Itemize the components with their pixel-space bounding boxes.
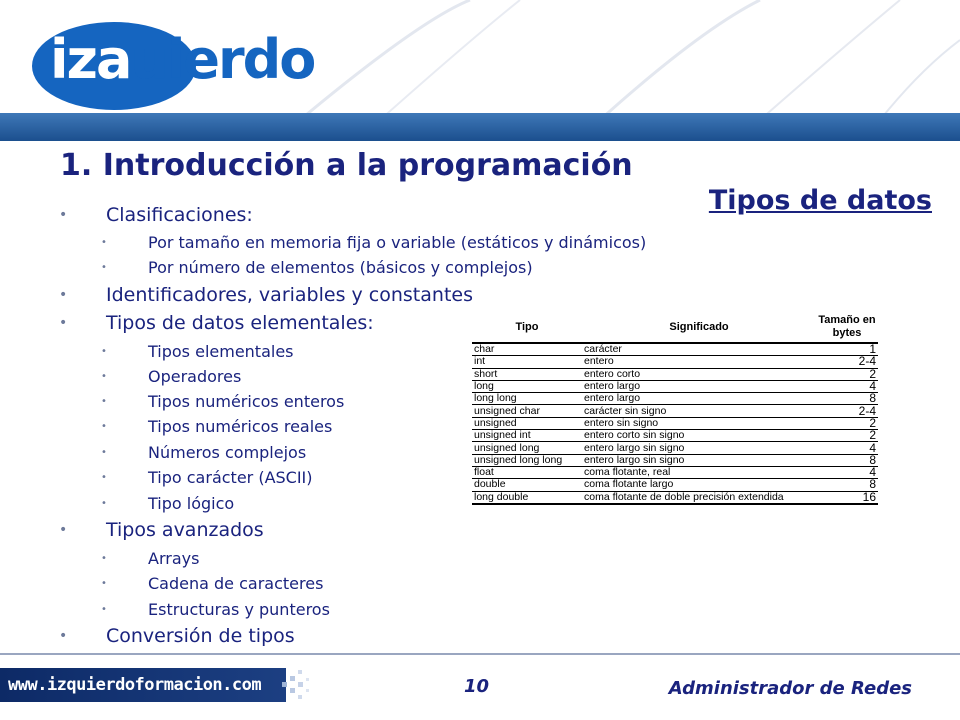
cell-significado: coma flotante, real (582, 466, 816, 478)
list-item: • Por número de elementos (básicos y complejos) (101, 258, 533, 277)
list-item: • Por tamaño en memoria fija o variable (estáticos y dinámicos) (101, 233, 647, 252)
footer-divider (0, 653, 960, 655)
list-item: • Tipos numéricos reales (101, 417, 333, 436)
cell-significado: entero largo sin signo (582, 442, 816, 454)
cell-size: 2 (816, 417, 878, 429)
cell-tipo: float (472, 466, 582, 478)
bullet-icon: • (101, 371, 107, 382)
list-item: • Tipo lógico (101, 494, 235, 513)
bullet-icon: • (59, 628, 68, 644)
list-item: • Tipo carácter (ASCII) (101, 468, 313, 487)
cell-tipo: unsigned char (472, 405, 582, 417)
bullet-icon: • (101, 447, 107, 458)
list-item: • Tipos de datos elementales: (59, 312, 374, 334)
cell-size: 8 (816, 479, 878, 491)
cell-size: 1 (816, 343, 878, 356)
table-row (472, 491, 878, 504)
logo-text: izauierdo (50, 28, 315, 91)
cell-tipo: int (472, 356, 582, 368)
bullet-icon: • (101, 553, 107, 564)
cell-tipo: long long (472, 393, 582, 405)
cell-tipo: double (472, 479, 582, 491)
cell-tipo: long (472, 380, 582, 392)
cell-significado: entero sin signo (582, 417, 816, 429)
footer-course-name: Administrador de Redes (668, 678, 912, 699)
bullet-icon: • (101, 346, 107, 357)
cell-tipo: char (472, 343, 582, 356)
table-row (472, 356, 878, 368)
bullet-icon: • (101, 421, 107, 432)
table-header-row (472, 312, 878, 343)
cell-significado: coma flotante de doble precisión extendida (582, 491, 816, 504)
bullet-icon: • (59, 522, 68, 538)
footer-url-link[interactable]: www.izquierdoformacion.com (0, 668, 286, 702)
cell-significado: entero largo sin signo (582, 454, 816, 466)
cell-size: 16 (816, 491, 878, 504)
page-number: 10 (464, 676, 490, 697)
list-item: • Clasificaciones: (59, 204, 253, 226)
list-item: • Tipos avanzados (59, 519, 264, 541)
table-row (472, 430, 878, 442)
slide-title: 1. Introducción a la programación (60, 148, 633, 183)
table-row (472, 479, 878, 491)
izquierdo-logo (28, 10, 315, 110)
cell-size: 2 (816, 430, 878, 442)
list-item: • Conversión de tipos (59, 625, 295, 647)
cell-tipo: unsigned long long (472, 454, 582, 466)
bullet-icon: • (59, 207, 68, 223)
table-row (472, 466, 878, 478)
cell-significado: entero (582, 356, 816, 368)
list-item: • Números complejos (101, 443, 307, 462)
bullet-icon: • (101, 604, 107, 615)
header-bar (0, 113, 960, 141)
bullet-icon: • (101, 578, 107, 589)
cell-size: 4 (816, 466, 878, 478)
cell-significado: entero corto sin signo (582, 430, 816, 442)
cell-significado: entero largo (582, 380, 816, 392)
table-row (472, 343, 878, 356)
cell-tipo: unsigned int (472, 430, 582, 442)
list-item: • Identificadores, variables y constantes (59, 284, 473, 306)
cell-significado: entero corto (582, 368, 816, 380)
bullet-icon: • (101, 396, 107, 407)
cell-size: 8 (816, 393, 878, 405)
bullet-icon: • (59, 287, 68, 303)
table-row (472, 368, 878, 380)
table-row (472, 454, 878, 466)
list-item: • Estructuras y punteros (101, 600, 330, 619)
cell-significado: carácter sin signo (582, 405, 816, 417)
cell-size: 2 (816, 368, 878, 380)
cell-size: 8 (816, 454, 878, 466)
cell-size: 2-4 (816, 405, 878, 417)
header-tipo: Tipo (515, 321, 539, 333)
cell-significado: coma flotante largo (582, 479, 816, 491)
list-item: • Tipos numéricos enteros (101, 392, 345, 411)
cell-significado: entero largo (582, 393, 816, 405)
bullet-icon: • (101, 262, 107, 273)
header-tamano: Tamaño en bytes (818, 314, 876, 339)
list-item: • Cadena de caracteres (101, 574, 324, 593)
cell-tipo: long double (472, 491, 582, 504)
cell-size: 4 (816, 442, 878, 454)
table-row (472, 405, 878, 417)
table-row (472, 393, 878, 405)
list-item: • Arrays (101, 549, 200, 568)
bullet-icon: • (101, 472, 107, 483)
cell-tipo: unsigned long (472, 442, 582, 454)
list-item: • Operadores (101, 367, 242, 386)
cell-size: 4 (816, 380, 878, 392)
cell-size: 2-4 (816, 356, 878, 368)
list-item: • Tipos elementales (101, 342, 294, 361)
cell-significado: carácter (582, 343, 816, 356)
table-row (472, 442, 878, 454)
slide-subtitle: Tipos de datos (708, 185, 932, 216)
bullet-icon: • (101, 237, 107, 248)
dots-decoration-icon (280, 668, 314, 702)
table-row (472, 417, 878, 429)
bullet-icon: • (101, 498, 107, 509)
data-types-table (472, 312, 878, 505)
cell-tipo: unsigned (472, 417, 582, 429)
cell-tipo: short (472, 368, 582, 380)
header-significado: Significado (669, 321, 729, 333)
bullet-icon: • (59, 315, 68, 331)
table-row (472, 380, 878, 392)
